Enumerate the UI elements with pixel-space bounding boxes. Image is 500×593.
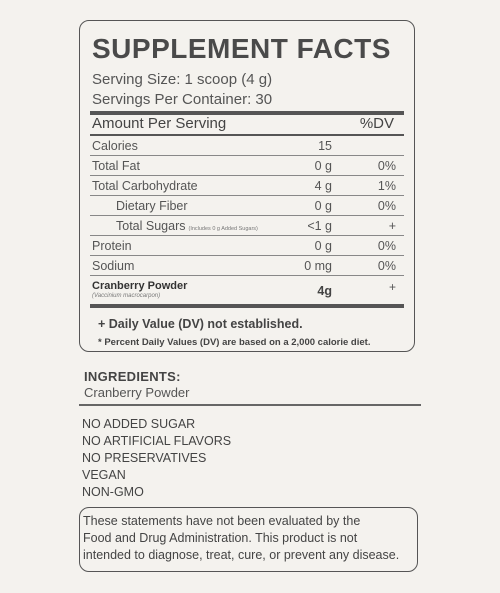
nutrient-row-total-carbohydrate bbox=[90, 176, 404, 196]
nutrient-name-text: Total Sugars bbox=[116, 219, 186, 233]
disclaimer-line: Food and Drug Administration. This product is not bbox=[83, 531, 358, 545]
nutrient-name: Protein bbox=[92, 239, 132, 253]
nutrient-name: Total Fat bbox=[92, 159, 140, 173]
supplement-facts-panel bbox=[79, 20, 415, 352]
thick-divider-bottom bbox=[90, 304, 404, 308]
claim-item: NO ARTIFICIAL FLAVORS bbox=[82, 434, 232, 448]
nutrient-name: Calories bbox=[92, 139, 138, 153]
nutrient-dv: 0% bbox=[377, 259, 396, 273]
nutrient-dv: + bbox=[388, 219, 396, 233]
fda-disclaimer-text bbox=[83, 513, 419, 564]
ingredient-dv: + bbox=[388, 280, 396, 294]
nutrient-name bbox=[116, 219, 258, 233]
claim-item: NO ADDED SUGAR bbox=[82, 417, 196, 431]
added-sugars-note: (Includes 0 g Added Sugars) bbox=[188, 226, 258, 232]
amount-per-serving-header: Amount Per Serving bbox=[92, 115, 227, 132]
dv-not-established-note: + Daily Value (DV) not established. bbox=[98, 317, 303, 331]
nutrient-amount: 4 g bbox=[314, 179, 332, 193]
nutrient-dv: 0% bbox=[377, 199, 396, 213]
nutrient-amount: 0 g bbox=[314, 239, 332, 253]
claim-item: VEGAN bbox=[82, 468, 126, 482]
fda-disclaimer-box bbox=[79, 507, 418, 572]
nutrient-row-protein bbox=[90, 236, 404, 256]
ingredient-latin-name: (Vaccinium macrocarpon) bbox=[92, 293, 161, 299]
ingredients-divider bbox=[79, 404, 421, 406]
product-claims-list bbox=[82, 416, 231, 501]
nutrient-dv: 1% bbox=[377, 179, 396, 193]
percent-daily-value-note: * Percent Daily Values (DV) are based on a 2,000 calorie diet. bbox=[98, 337, 371, 348]
disclaimer-line: These statements have not been evaluated by the bbox=[83, 514, 361, 528]
nutrient-amount: 0 mg bbox=[304, 259, 332, 273]
nutrient-amount: 0 g bbox=[314, 159, 332, 173]
ingredient-row-cranberry bbox=[90, 276, 404, 304]
nutrient-dv: 0% bbox=[377, 159, 396, 173]
nutrient-amount: <1 g bbox=[307, 219, 332, 233]
nutrient-row-dietary-fiber bbox=[90, 196, 404, 216]
dv-header: %DV bbox=[359, 115, 394, 132]
nutrient-name: Total Carbohydrate bbox=[92, 179, 198, 193]
serving-size: Serving Size: 1 scoop (4 g) bbox=[92, 71, 273, 88]
ingredients-text: Cranberry Powder bbox=[84, 385, 190, 400]
ingredients-title: INGREDIENTS: bbox=[84, 369, 181, 384]
nutrient-name: Dietary Fiber bbox=[116, 199, 188, 213]
nutrient-amount: 0 g bbox=[314, 199, 332, 213]
nutrient-row-calories bbox=[90, 136, 404, 156]
servings-per-container: Servings Per Container: 30 bbox=[92, 91, 273, 108]
claim-item: NO PRESERVATIVES bbox=[82, 451, 207, 465]
nutrient-amount: 15 bbox=[318, 139, 332, 153]
nutrient-row-total-fat bbox=[90, 156, 404, 176]
nutrient-name: Sodium bbox=[92, 259, 135, 273]
nutrient-row-sodium bbox=[90, 256, 404, 276]
facts-title: SUPPLEMENT FACTS bbox=[92, 33, 391, 64]
ingredient-amount: 4g bbox=[317, 284, 332, 298]
ingredient-name: Cranberry Powder bbox=[92, 280, 188, 292]
disclaimer-line: intended to diagnose, treat, cure, or prevent any disease. bbox=[83, 548, 400, 562]
nutrient-row-total-sugars bbox=[90, 216, 404, 236]
nutrient-dv: 0% bbox=[377, 239, 396, 253]
claim-item: NON-GMO bbox=[82, 485, 144, 499]
